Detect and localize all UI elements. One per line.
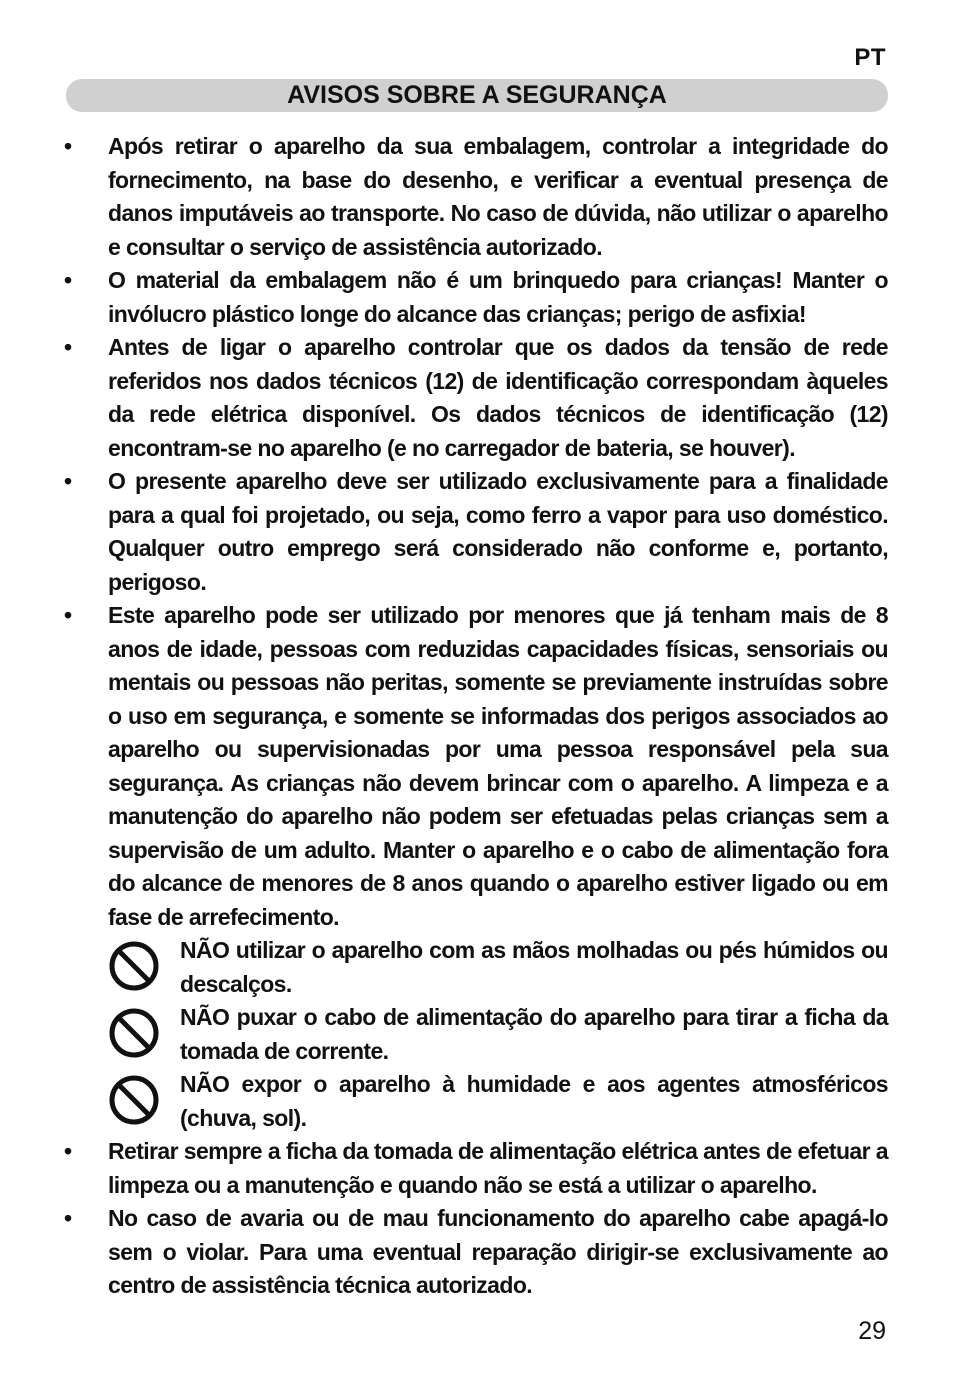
list-item-text: Este aparelho pode ser utilizado por menores que já tenham mais de 8 anos de idade, pessoas com reduzidas capacidades físicas, sensoriais ou mentais ou pessoas não peritas, somente se previamente instruídas sobre o uso em segurança, e somente se informadas dos perigos associados ao aparelho ou supervisionadas por uma pessoa responsável pela sua segurança. As crianças não devem brincar com o aparelho. A limpeza e a manutenção do aparelho não podem ser efetuadas pelas crianças sem a supervisão de um adulto. Manter o aparelho e o cabo de alimentação fora do alcance de menores de 8 anos quando o aparelho estiver ligado ou em fase de arrefecimento. [108, 602, 888, 930]
prohibition-icon [108, 934, 180, 992]
warning-text: NÃO puxar o cabo de alimentação do aparelho para tirar a ficha da tomada de corrente. [180, 1004, 888, 1064]
list-item-text: Antes de ligar o aparelho controlar que os dados da tensão de rede referidos nos dados técnicos (12) de identificação correspondam àqueles da rede elétrica disponível. Os dados técnicos de identificação (12) encontram-se no aparelho (e no carregador de bateria, se houver). [108, 334, 888, 461]
warning-text: NÃO expor o aparelho à humidade e aos agentes atmosféricos (chuva, sol). [180, 1071, 888, 1131]
list-item-text: Após retirar o aparelho da sua embalagem, controlar a integridade do fornecimento, na base do desenho, e verificar a eventual presença de danos imputáveis ao transporte. No caso de dúvida, não utilizar o aparelho e consultar o serviço de assistência autorizado. [108, 133, 888, 260]
warning-item [108, 934, 888, 1001]
list-item-text: Retirar sempre a ficha da tomada de alimentação elétrica antes de efetuar a limpeza ou a manutenção e quando não se está a utilizar o aparelho. [108, 1138, 888, 1198]
prohibition-icon [108, 1068, 180, 1126]
bullet: • [64, 1138, 72, 1164]
warning-item [108, 1001, 888, 1068]
list-item [60, 465, 888, 599]
list-item-text: No caso de avaria ou de mau funcionamento do aparelho cabe apagá-lo sem o violar. Para uma eventual reparação dirigir-se exclusivamente ao centro de assistência técnica autorizado. [108, 1205, 888, 1298]
list-item [60, 331, 888, 465]
warning-item [108, 1068, 888, 1135]
list-item [60, 130, 888, 264]
list-item [60, 599, 888, 934]
bullet: • [64, 602, 72, 628]
list-item [60, 1135, 888, 1202]
list-item-text: O presente aparelho deve ser utilizado exclusivamente para a finalidade para a qual foi projetado, ou seja, como ferro a vapor para uso doméstico. Qualquer outro emprego será considerado não conforme e, portanto, perigoso. [108, 468, 888, 595]
list-item [60, 1202, 888, 1303]
section-title: AVISOS SOBRE A SEGURANÇA [66, 79, 888, 112]
bullet: • [64, 334, 72, 360]
list-item-text: O material da embalagem não é um brinquedo para crianças! Manter o invólucro plástico longe do alcance das crianças; perigo de asfixia! [108, 267, 888, 327]
prohibition-icon [108, 1001, 180, 1059]
list-item [60, 264, 888, 331]
language-code: PT [854, 44, 886, 71]
page-number: 29 [858, 1317, 886, 1345]
bullet: • [64, 468, 72, 494]
bullet: • [64, 1205, 72, 1231]
bullet: • [64, 133, 72, 159]
warning-text: NÃO utilizar o aparelho com as mãos molhadas ou pés húmidos ou descalços. [180, 937, 888, 997]
safety-content [60, 130, 888, 1303]
bullet: • [64, 267, 72, 293]
